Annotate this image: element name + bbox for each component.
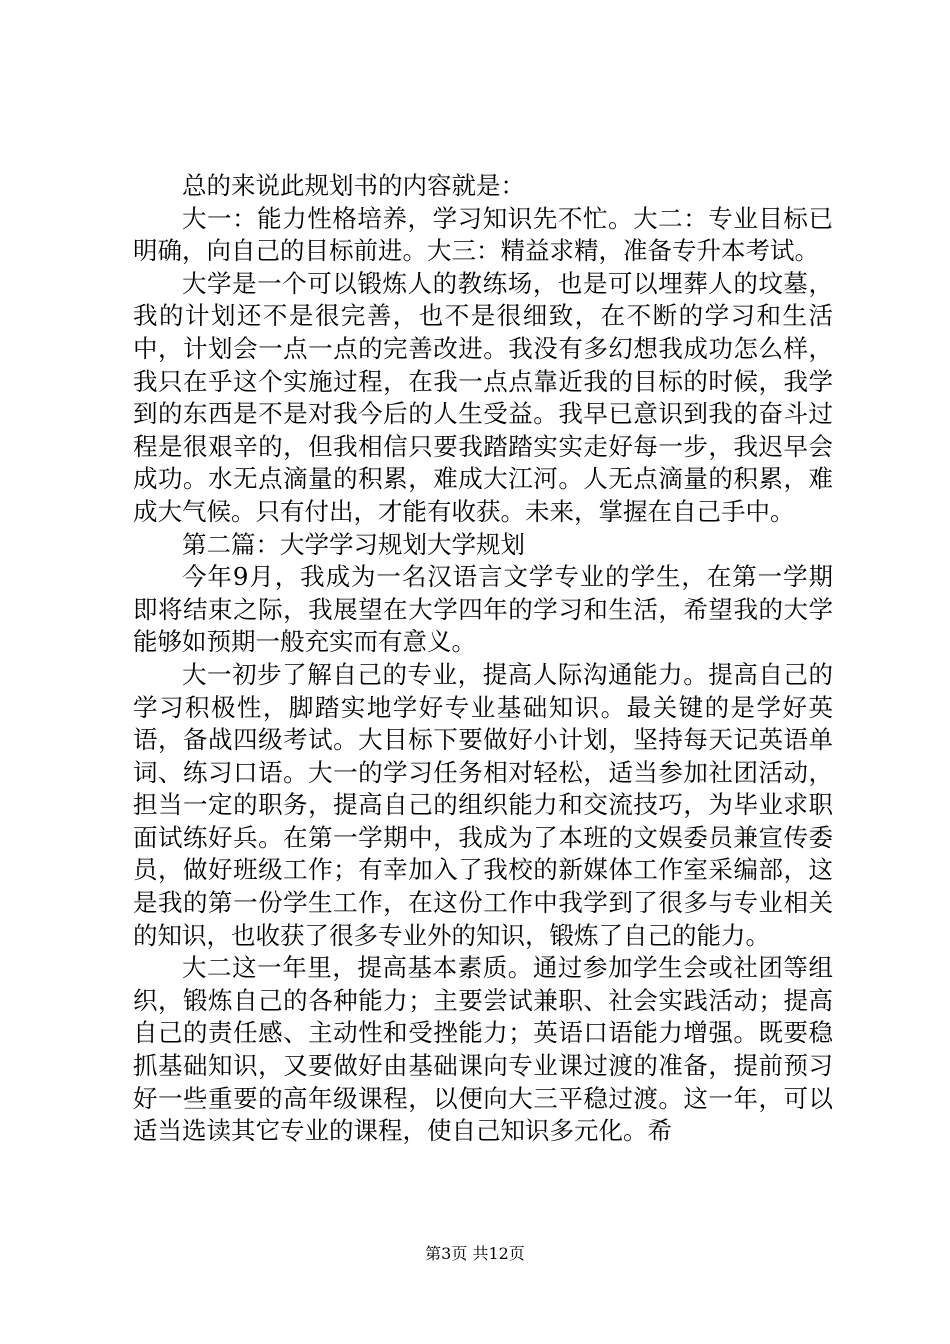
page-number-footer: 第3页 共12页	[425, 1244, 525, 1263]
paragraph-reflection: 大学是一个可以锻炼人的教练场，也是可以埋葬人的坟墓，我的计划还不是很完善，也不是很细致，在不断的学习和生活中，计划会一点一点的完善改进。我没有多幻想我成功怎么样，我只在乎这个实施过程，在我一点点靠近我的目标的时候，我学到的东西是不是对我今后的人生受益。我早已意识到我的奋斗过程是很艰辛的，但我相信只要我踏踏实实走好每一步，我迟早会成功。水无点滴量的积累，难成大江河。人无点滴量的积累，难成大气候。只有付出，才能有收获。未来，掌握在自己手中。	[133, 268, 833, 526]
paragraph-introduction: 今年9月，我成为一名汉语言文学专业的学生，在第一学期即将结束之际，我展望在大学四年的学习和生活，希望我的大学能够如预期一般充实而有意义。	[133, 562, 833, 657]
paragraph-first-year: 大一初步了解自己的专业，提高人际沟通能力。提高自己的学习积极性，脚踏实地学好专业基础知识。最关键的是学好英语，备战四级考试。大目标下要做好小计划，坚持每天记英语单词、练习口语。大一的学习任务相对轻松，适当参加社团活动，担当一定的职务，提高自己的组织能力和交流技巧，为毕业求职面试练好兵。在第一学期中，我成为了本班的文娱委员兼宣传委员，做好班级工作；有幸加入了我校的新媒体工作室采编部，这是我的第一份学生工作，在这份工作中我学到了很多与专业相关的知识，也收获了很多专业外的知识，锻炼了自己的能力。	[133, 659, 833, 950]
document-body	[133, 170, 833, 1148]
paragraph-summary-intro: 总的来说此规划书的内容就是：	[182, 171, 525, 200]
section-heading: 第二篇：大学学习规划大学规划	[182, 529, 525, 559]
paragraph-summary-goals: 大一：能力性格培养，学习知识先不忙。大二：专业目标已明确，向自己的目标前进。大三：精益求精，准备专升本考试。	[133, 203, 833, 266]
paragraph-second-year: 大二这一年里，提高基本素质。通过参加学生会或社团等组织，锻炼自己的各种能力；主要尝试兼职、社会实践活动；提高自己的责任感、主动性和受挫能力；英语口语能力增强。既要稳抓基础知识，又要做好由基础课向专业课过渡的准备，提前预习好一些重要的高年级课程，以便向大三平稳过渡。这一年，可以适当选读其它专业的课程，使自己知识多元化。希	[133, 953, 833, 1146]
